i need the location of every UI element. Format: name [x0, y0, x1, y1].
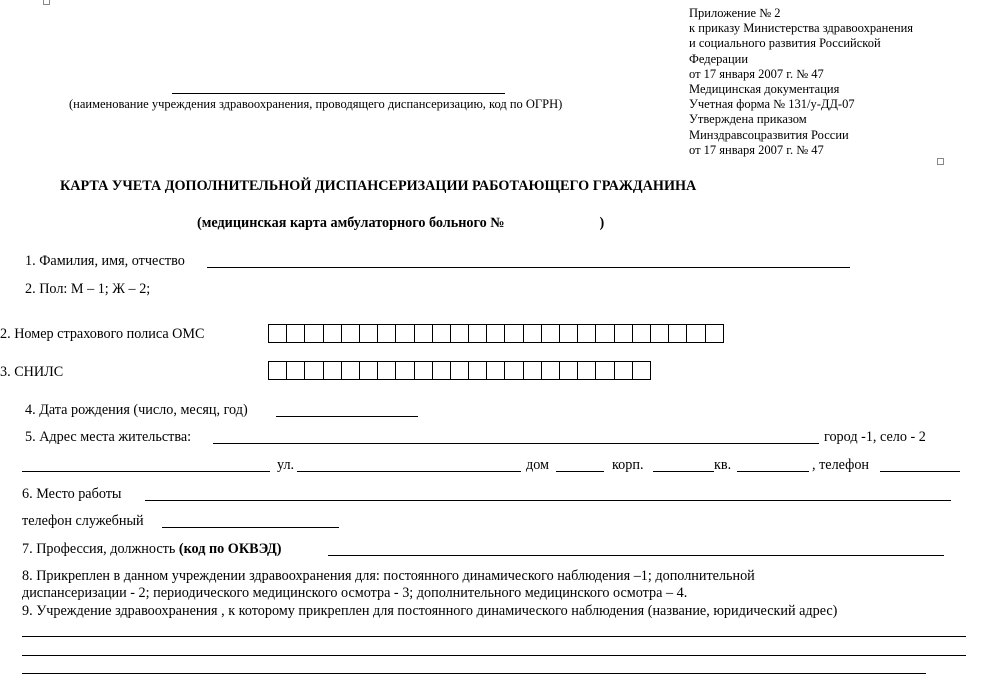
profession-label: [22, 541, 281, 558]
corner-marker-right: [937, 158, 944, 165]
phone-field[interactable]: [880, 471, 960, 472]
snils-digit-box[interactable]: [396, 361, 414, 380]
oms-digit-box[interactable]: [542, 324, 560, 343]
header-line: от 17 января 2007 г. № 47: [689, 142, 824, 157]
sex-label: 2. Пол: М – 1; Ж – 2;: [25, 281, 151, 297]
header-line: Утверждена приказом: [689, 112, 807, 127]
oms-digit-box[interactable]: [706, 324, 724, 343]
street-field[interactable]: [297, 471, 521, 472]
oms-digit-box[interactable]: [615, 324, 633, 343]
institution-attached-field-1[interactable]: [22, 636, 966, 637]
subtitle-close: ): [599, 215, 605, 231]
institution-name-line[interactable]: [172, 93, 505, 94]
profession-text: 7. Профессия, должность: [22, 541, 179, 557]
snils-digit-box[interactable]: [342, 361, 360, 380]
oms-digit-box[interactable]: [524, 324, 542, 343]
snils-digit-box[interactable]: [542, 361, 560, 380]
apartment-field[interactable]: [737, 471, 809, 472]
snils-digit-box[interactable]: [433, 361, 451, 380]
subtitle: [197, 215, 604, 232]
oms-digit-box[interactable]: [287, 324, 305, 343]
snils-digit-box[interactable]: [469, 361, 487, 380]
oms-digit-box[interactable]: [669, 324, 687, 343]
work-phone-field[interactable]: [162, 527, 339, 528]
attached-line-2: диспансеризации - 2; периодического медицинского осмотра - 3; дополнительного медицинского осмотра – 4.: [22, 585, 688, 601]
work-phone-label: телефон служебный: [22, 513, 144, 529]
snils-digit-box[interactable]: [269, 361, 287, 380]
header-line: Медицинская документация: [689, 82, 840, 97]
oms-digit-box[interactable]: [596, 324, 614, 343]
birth-field[interactable]: [276, 416, 418, 417]
snils-digit-box[interactable]: [487, 361, 505, 380]
oms-digit-box[interactable]: [651, 324, 669, 343]
oms-digit-box[interactable]: [578, 324, 596, 343]
workplace-field[interactable]: [145, 500, 951, 501]
subtitle-text: (медицинская карта амбулаторного больного №: [197, 215, 505, 231]
header-line: Минздравсоцразвития России: [689, 127, 849, 142]
header-line: Приложение № 2: [689, 6, 781, 20]
house-label: дом: [526, 457, 550, 473]
corner-marker-top: [43, 0, 50, 5]
oms-digit-box[interactable]: [415, 324, 433, 343]
oms-digit-box[interactable]: [378, 324, 396, 343]
oms-digit-box[interactable]: [687, 324, 705, 343]
workplace-label: 6. Место работы: [22, 486, 122, 502]
oms-label: 2. Номер страхового полиса ОМС: [0, 326, 205, 342]
institution-attached-field-2[interactable]: [22, 655, 966, 656]
snils-digit-box[interactable]: [287, 361, 305, 380]
snils-digit-box[interactable]: [596, 361, 614, 380]
oms-digit-box[interactable]: [360, 324, 378, 343]
snils-digit-box[interactable]: [360, 361, 378, 380]
header-line: от 17 января 2007 г. № 47: [689, 66, 824, 81]
snils-label: 3. СНИЛС: [0, 364, 64, 380]
header-line: Учетная форма № 131/у-ДД-07: [689, 97, 855, 112]
snils-digit-box[interactable]: [524, 361, 542, 380]
oms-digit-box[interactable]: [305, 324, 323, 343]
oms-digit-box[interactable]: [269, 324, 287, 343]
address-region-field[interactable]: [22, 471, 270, 472]
snils-digit-box[interactable]: [378, 361, 396, 380]
city-village-label: город -1, село - 2: [824, 429, 926, 445]
snils-digit-box[interactable]: [305, 361, 323, 380]
building-field[interactable]: [653, 471, 714, 472]
fio-field[interactable]: [207, 267, 850, 268]
snils-digit-box[interactable]: [615, 361, 633, 380]
oms-digit-box[interactable]: [469, 324, 487, 343]
oms-number-boxes[interactable]: [268, 324, 724, 343]
oms-digit-box[interactable]: [396, 324, 414, 343]
oms-digit-box[interactable]: [324, 324, 342, 343]
oms-digit-box[interactable]: [633, 324, 651, 343]
profession-field[interactable]: [328, 555, 944, 556]
header-line: и социального развития Российской: [689, 36, 881, 51]
snils-digit-box[interactable]: [505, 361, 523, 380]
street-label: ул.: [277, 457, 295, 473]
header-line: к приказу Министерства здравоохранения: [689, 21, 914, 36]
snils-digit-box[interactable]: [633, 361, 651, 380]
oms-digit-box[interactable]: [342, 324, 360, 343]
snils-number-boxes[interactable]: [268, 361, 651, 380]
oms-digit-box[interactable]: [487, 324, 505, 343]
institution-attached-field-3[interactable]: [22, 673, 926, 674]
phone-label: , телефон: [812, 457, 870, 473]
institution-caption: (наименование учреждения здравоохранения, проводящего диспансеризацию, код по ОГРН): [69, 97, 563, 111]
fio-label: 1. Фамилия, имя, отчество: [25, 253, 185, 269]
snils-digit-box[interactable]: [578, 361, 596, 380]
order-header: [689, 6, 913, 158]
snils-digit-box[interactable]: [415, 361, 433, 380]
house-field[interactable]: [556, 471, 604, 472]
profession-code-text: (код по ОКВЭД): [178, 541, 282, 557]
attached-line-1: 8. Прикреплен в данном учреждении здравоохранения для: постоянного динамического наблюдения –1; дополнительной: [22, 568, 755, 584]
oms-digit-box[interactable]: [505, 324, 523, 343]
address-field[interactable]: [213, 443, 819, 444]
header-line: Федерации: [689, 51, 749, 66]
oms-digit-box[interactable]: [451, 324, 469, 343]
snils-digit-box[interactable]: [324, 361, 342, 380]
building-label: корп.: [612, 457, 644, 473]
address-label: 5. Адрес места жительства:: [25, 429, 192, 445]
birth-label: 4. Дата рождения (число, месяц, год): [25, 402, 248, 418]
snils-digit-box[interactable]: [560, 361, 578, 380]
page-title: КАРТА УЧЕТА ДОПОЛНИТЕЛЬНОЙ ДИСПАНСЕРИЗАЦИИ РАБОТАЮЩЕГО ГРАЖДАНИНА: [60, 178, 697, 194]
institution-attached-label: 9. Учреждение здравоохранения , к которому прикреплен для постоянного динамического наблюдения (название, юридический адрес): [22, 603, 838, 619]
oms-digit-box[interactable]: [433, 324, 451, 343]
snils-digit-box[interactable]: [451, 361, 469, 380]
apartment-label: кв.: [714, 457, 732, 473]
oms-digit-box[interactable]: [560, 324, 578, 343]
